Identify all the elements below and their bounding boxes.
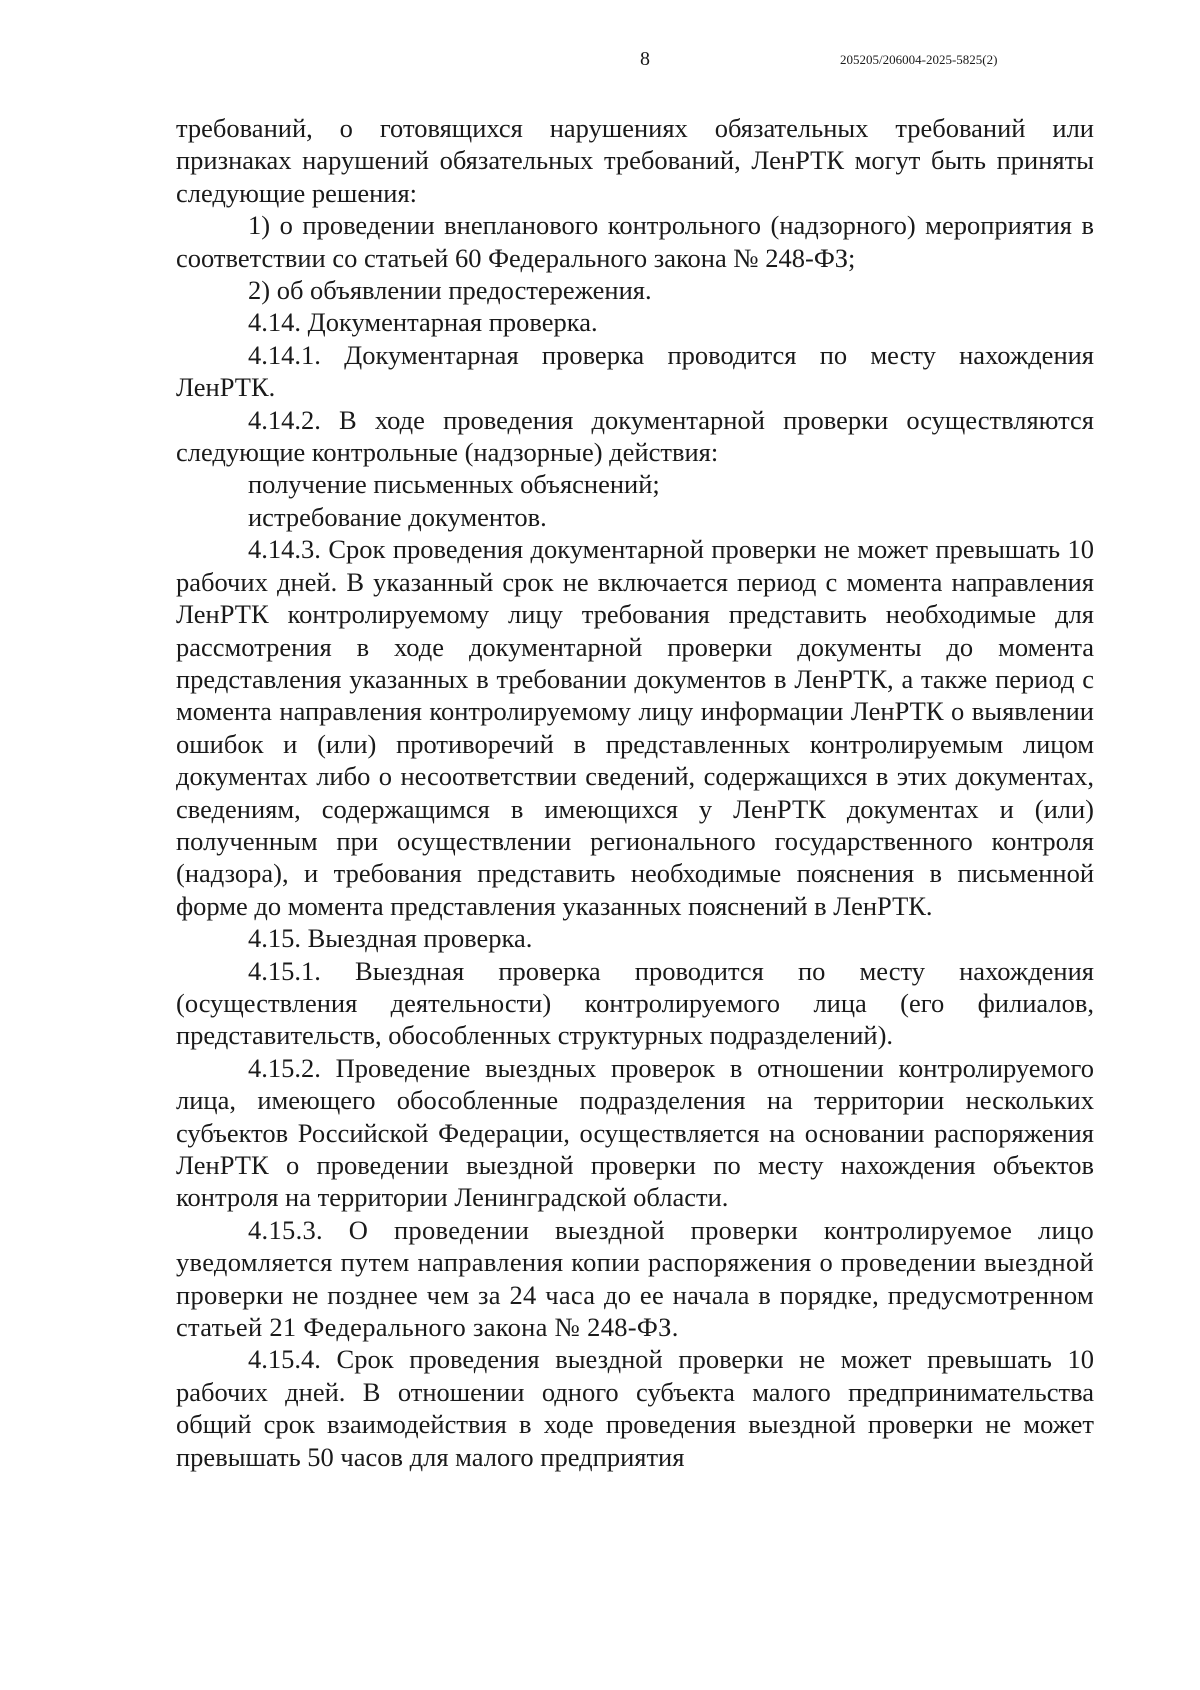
paragraph-4-15-2: 4.15.2. Проведение выездных проверок в отношении контролируемого лица, имеющего обособленные подразделения на территории нескольких субъектов Российской Федерации, осуществляется на основании распоряжения ЛенРТК о проведении выездной проверки по месту нахождения объектов контроля на территории Ленинградской области. [176, 1052, 1094, 1213]
paragraph-4-14-3: 4.14.3. Срок проведения документарной проверки не может превышать 10 рабочих дней. В указанный срок не включается период с момента направления ЛенРТК контролируемому лицу требования представить необходимые для рассмотрения в ходе документарной проверки документы до момента представления указанных в требовании документов в ЛенРТК, а также период с момента направления контролируемому лицу информации ЛенРТК о выявлении ошибок и (или) противоречий в представленных контролируемым лицом документах либо о несоответствии сведений, содержащихся в этих документах, сведениям, содержащимся в имеющихся у ЛенРТК документах и (или) полученным при осуществлении регионального государственного контроля (надзора), и требования представить необходимые пояснения в письменной форме до момента представления указанных пояснений в ЛенРТК. [176, 534, 1094, 921]
paragraph-4-14-1: 4.14.1. Документарная проверка проводится по месту нахождения ЛенРТК. [176, 339, 1094, 403]
paragraph-action-explanations: получение письменных объяснений; [248, 469, 660, 500]
paragraph-4-15: 4.15. Выездная проверка. [248, 923, 533, 954]
paragraph-4-14-2: 4.14.2. В ходе проведения документарной проверки осуществляются следующие контрольные (надзорные) действия: [176, 404, 1094, 468]
paragraph-decision-2: 2) об объявлении предостережения. [248, 275, 652, 306]
document-body [176, 112, 1094, 1473]
page-number: 8 [640, 48, 650, 70]
paragraph-4-15-1: 4.15.1. Выездная проверка проводится по месту нахождения (осуществления деятельности) контролируемого лица (его филиалов, представительств, обособленных структурных подразделений). [176, 955, 1094, 1051]
paragraph-4-15-3: 4.15.3. О проведении выездной проверки контролируемое лицо уведомляется путем направления копии распоряжения о проведении выездной проверки не позднее чем за 24 часа до ее начала в порядке, предусмотренном статьей 21 Федерального закона № 248-ФЗ. [176, 1214, 1094, 1343]
paragraph-4-15-4: 4.15.4. Срок проведения выездной проверки не может превышать 10 рабочих дней. В отношении одного субъекта малого предпринимательства общий срок взаимодействия в ходе проведения выездной проверки не может превышать 50 часов для малого предприятия [176, 1344, 1094, 1472]
document-code: 205205/206004-2025-5825(2) [840, 52, 998, 67]
paragraph-continuation: требований, о готовящихся нарушениях обязательных требований или признаках нарушений обязательных требований, ЛенРТК могут быть приняты следующие решения: [176, 113, 1094, 208]
paragraph-action-documents: истребование документов. [248, 501, 547, 532]
paragraph-decision-1: 1) о проведении внепланового контрольного (надзорного) мероприятия в соответствии со статьей 60 Федерального закона № 248-ФЗ; [176, 210, 1094, 273]
paragraph-4-14: 4.14. Документарная проверка. [248, 307, 598, 338]
